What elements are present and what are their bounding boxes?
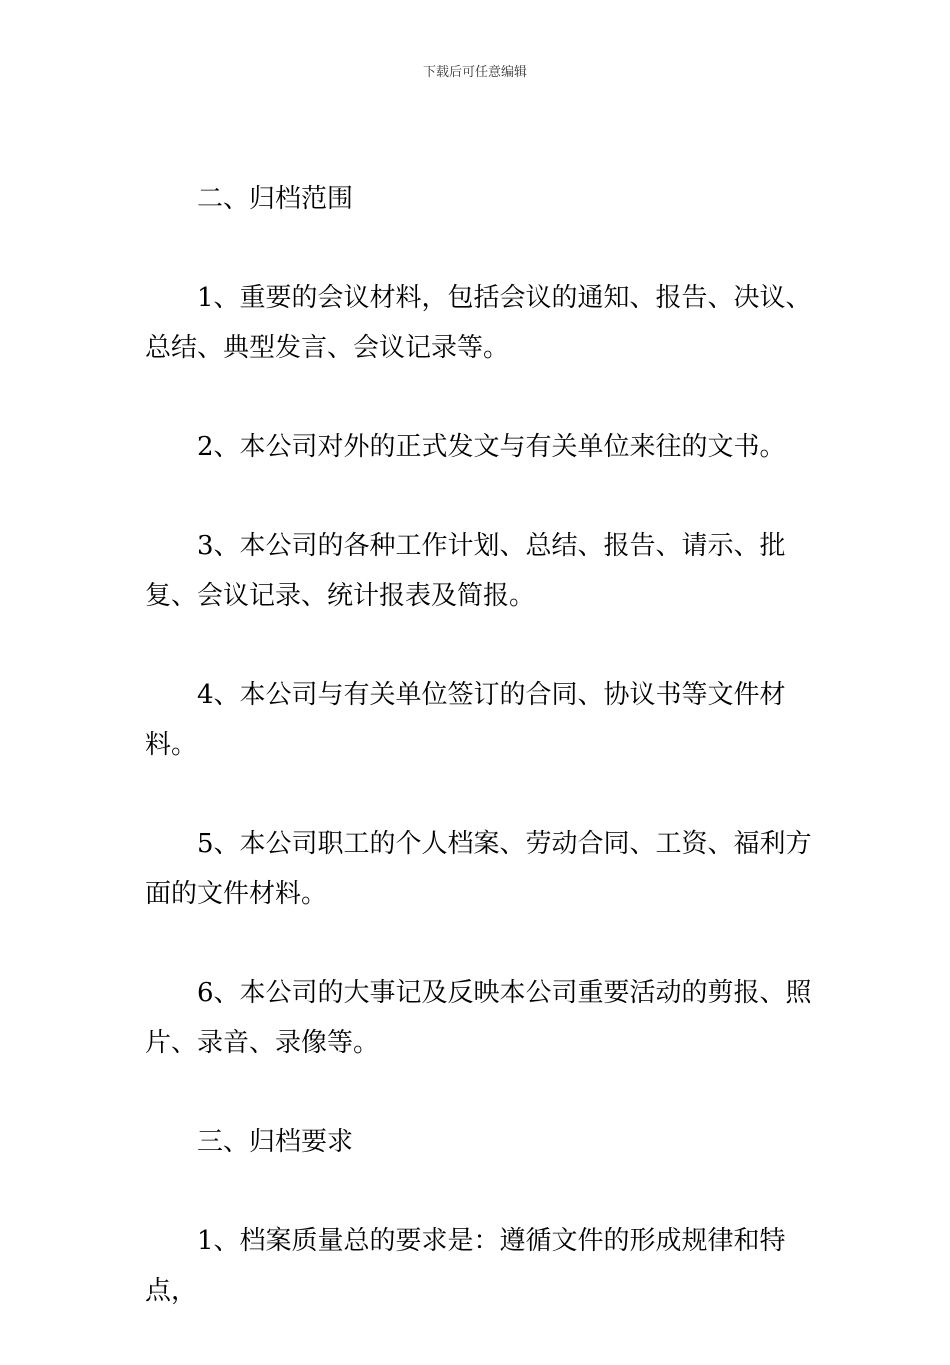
paragraph-item-1: 1、重要的会议材料，包括会议的通知、报告、决议、总结、典型发言、会议记录等。 [145, 283, 812, 363]
page-header-note: 下载后可任意编辑 [422, 65, 527, 80]
paragraph-item-3: 3、本公司的各种工作计划、总结、报告、请示、批复、会议记录、统计报表及简报。 [145, 531, 786, 611]
paragraph-requirement-1: 1、档案质量总的要求是：遵循文件的形成规律和特点， [145, 1226, 786, 1306]
section-heading-requirements: 三、归档要求 [197, 1127, 354, 1157]
paragraph-item-4: 4、本公司与有关单位签订的合同、协议书等文件材料。 [145, 680, 786, 760]
paragraph-item-2: 2、本公司对外的正式发文与有关单位来往的文书。 [197, 432, 786, 462]
paragraph-item-6: 6、本公司的大事记及反映本公司重要活动的剪报、照片、录音、录像等。 [145, 978, 812, 1058]
paragraph-item-5: 5、本公司职工的个人档案、劳动合同、工资、福利方面的文件材料。 [145, 829, 812, 909]
section-heading-scope: 二、归档范围 [197, 184, 354, 214]
document-body [145, 174, 835, 1365]
